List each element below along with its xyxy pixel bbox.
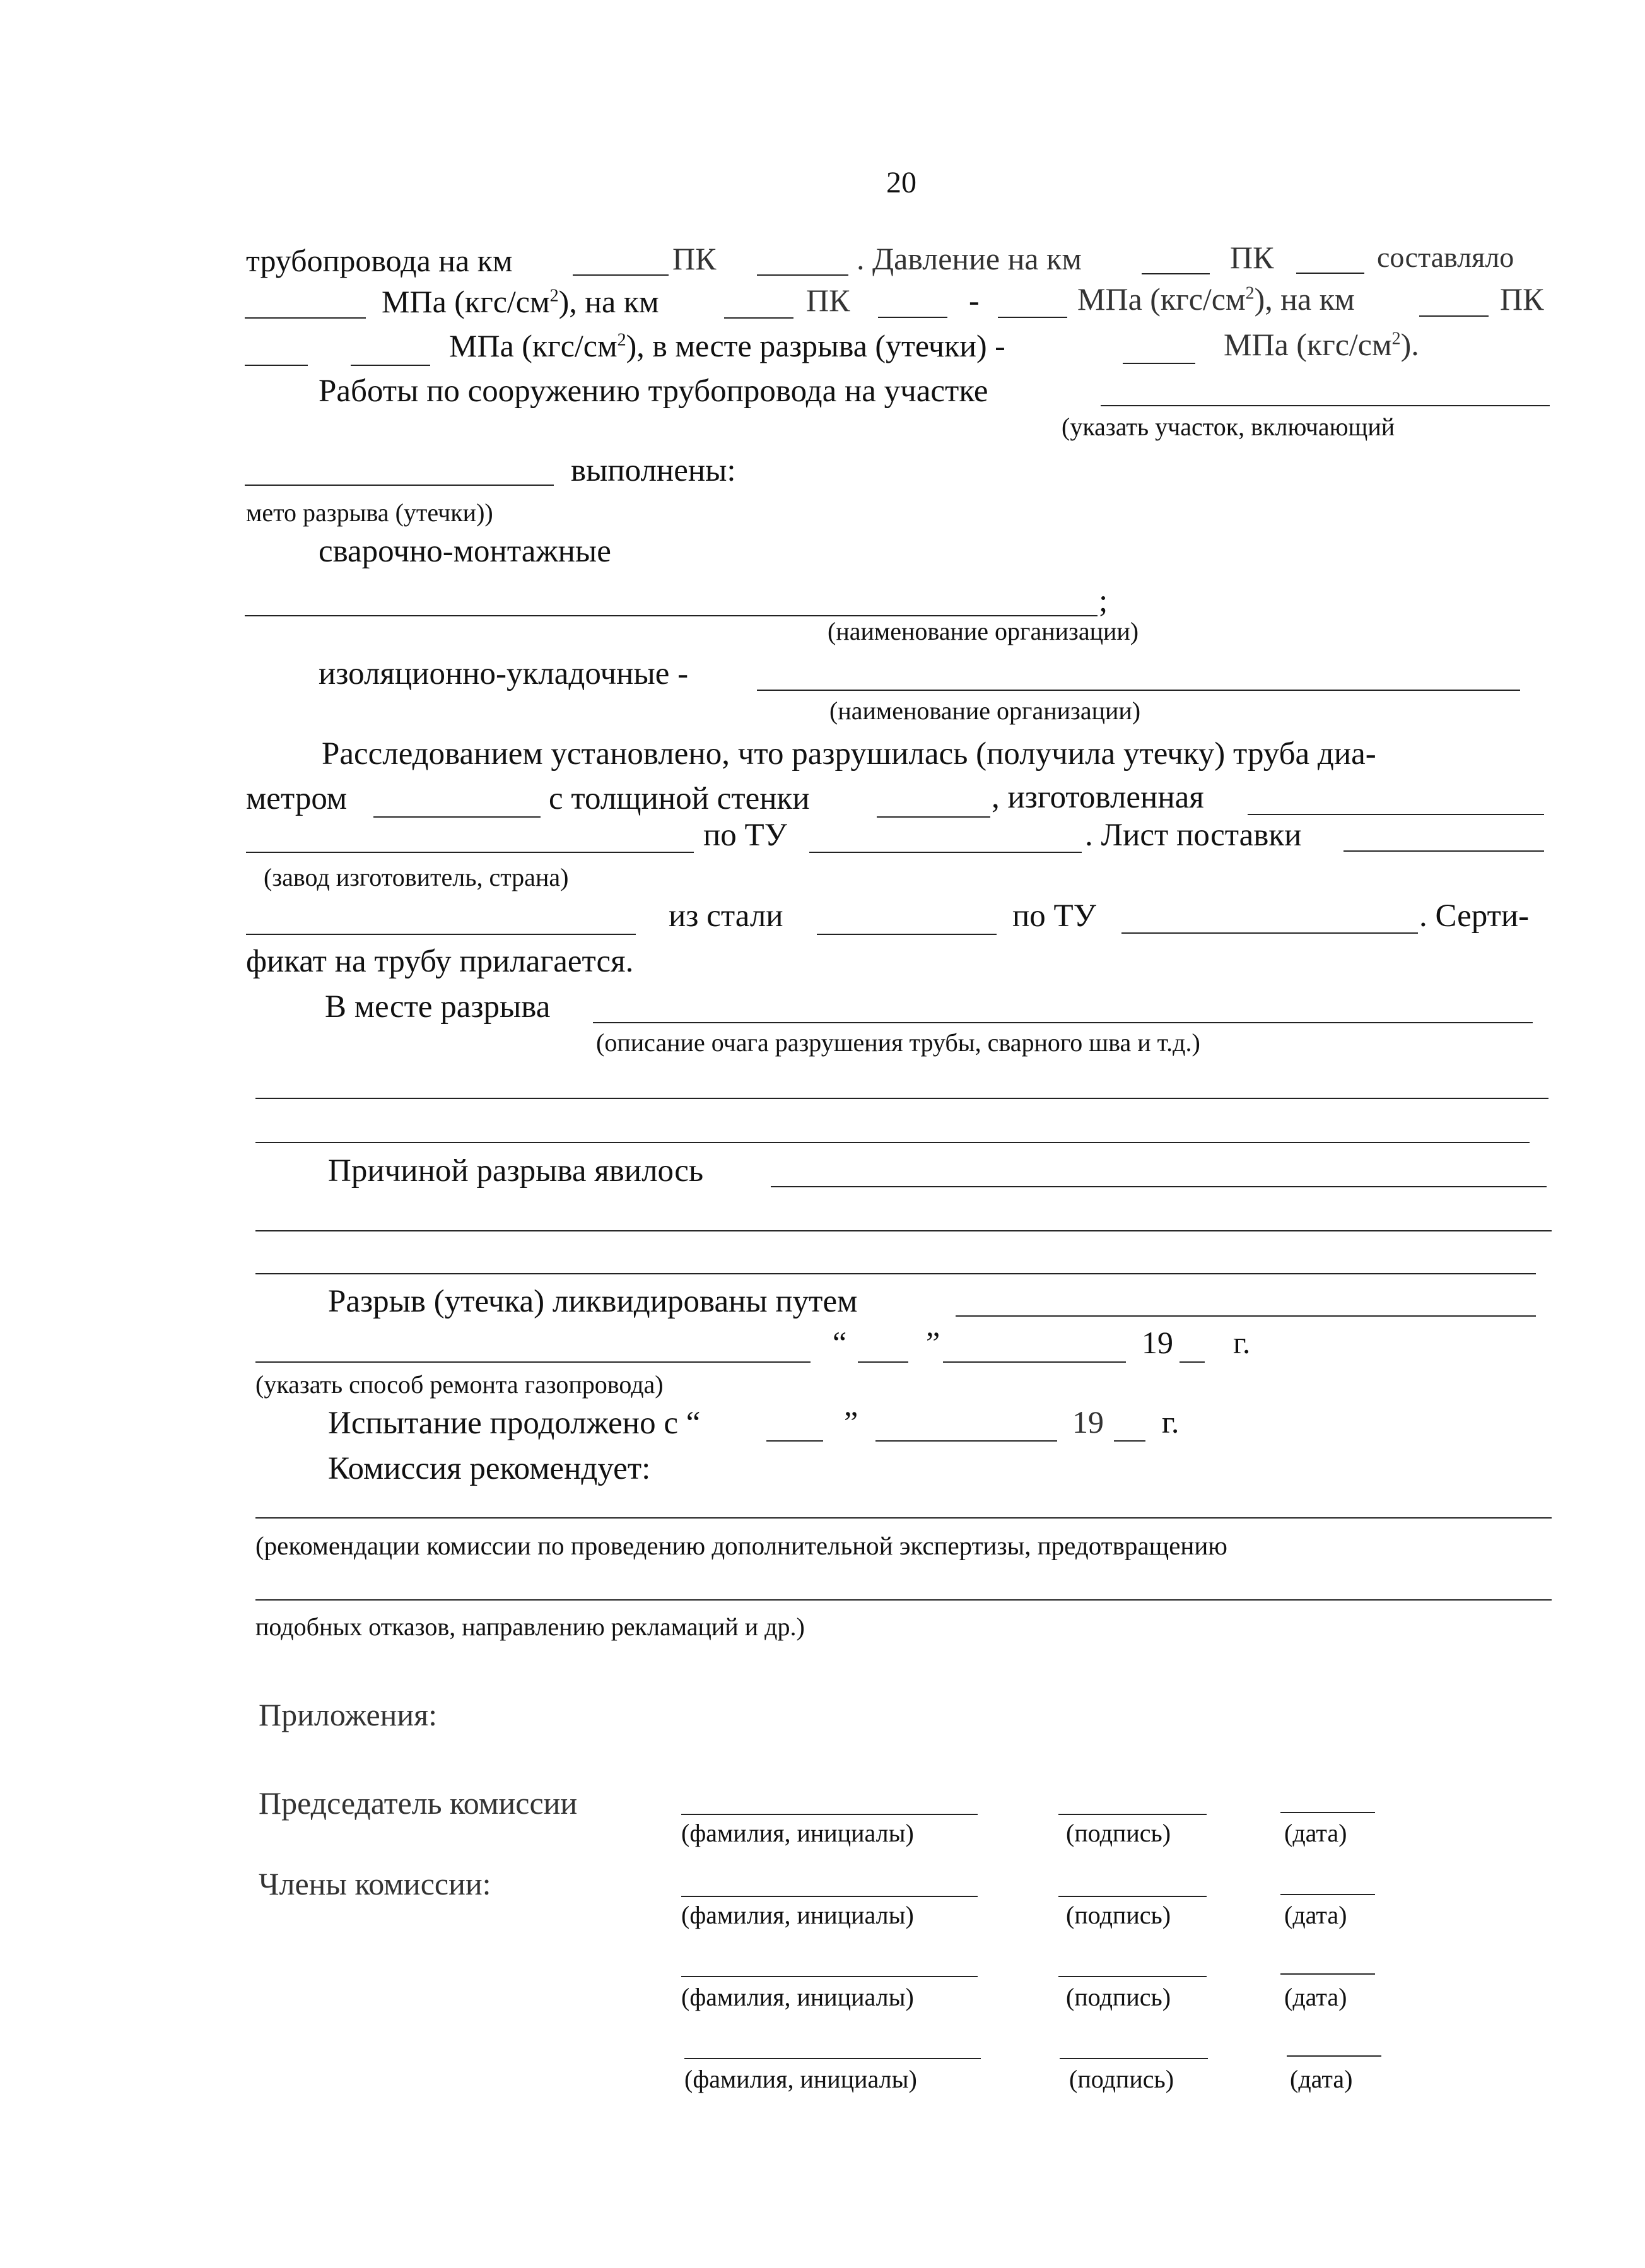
para1-line3-a: МПа $(кгс/см^2)$, в месте разрыва (утечки) -	[449, 328, 1005, 363]
blank-repair-month	[943, 1361, 1126, 1363]
investigation-line3a: по ТУ	[703, 818, 787, 853]
repair-quote-close: ”	[926, 1325, 940, 1360]
repair-note: (указать способ ремонта газопровода)	[255, 1370, 664, 1399]
investigation-line2b: с толщиной стенки	[549, 781, 810, 816]
chair-date-caption: (дата)	[1284, 1819, 1347, 1847]
test-label: Испытание продолжено с “	[328, 1406, 701, 1441]
blank-pk-3	[878, 317, 947, 318]
para1-line2-b: ПК	[806, 283, 850, 318]
blank-tu-2	[1121, 932, 1418, 934]
member2-sign-caption: (подпись)	[1066, 1983, 1171, 2011]
member2-date-caption: (дата)	[1284, 1983, 1347, 2011]
blank-mpa-rupture	[1123, 363, 1195, 364]
chair-date-line	[1280, 1812, 1375, 1813]
works-note2: мето разрыва (утечки))	[246, 498, 493, 527]
para1-line1-d: ПК	[1230, 240, 1274, 275]
blank-repair-2	[255, 1361, 811, 1363]
member2-name-line	[681, 1976, 978, 1977]
blank-km-5	[245, 365, 308, 366]
blank-mpa-1	[245, 317, 366, 319]
blank-wall	[877, 816, 990, 818]
repair-year: 19	[1142, 1325, 1173, 1360]
blank-cause-3	[255, 1273, 1536, 1274]
member1-sign-line	[1058, 1896, 1207, 1897]
blank-tu-1	[809, 852, 1082, 853]
works-semicolon: ;	[1099, 584, 1108, 619]
works-note1: (указать участок, включающий	[1062, 413, 1395, 441]
chair-label: Председатель комиссии	[259, 1785, 578, 1821]
investigation-line5: фикат на трубу прилагается.	[246, 944, 634, 979]
para1-line1-a: трубопровода на км	[246, 243, 513, 278]
para1-line3-b: МПа $(кгс/см^2)$.	[1224, 327, 1419, 362]
blank-km-4	[1419, 315, 1489, 317]
blank-manufacturer-2	[246, 852, 694, 853]
works-note-org1: (наименование организации)	[828, 617, 1139, 645]
test-g: г.	[1162, 1404, 1180, 1440]
works-done: выполнены:	[571, 453, 736, 488]
investigation-line2c: , изготовленная	[992, 780, 1204, 815]
test-year: 19	[1072, 1404, 1104, 1440]
commission-note2: подобных отказов, направлению рекламаций и др.)	[255, 1613, 805, 1641]
chair-sign-line	[1058, 1814, 1207, 1815]
works-note-org2: (наименование организации)	[829, 696, 1141, 725]
member3-sign-line	[1060, 2058, 1208, 2059]
blank-rupture-3	[255, 1142, 1530, 1143]
blank-km-3	[724, 317, 793, 319]
blank-section	[1101, 405, 1550, 406]
blank-repair-day	[858, 1361, 908, 1363]
member1-sign-caption: (подпись)	[1066, 1901, 1171, 1929]
member2-name-caption: (фамилия, инициалы)	[681, 1983, 914, 2011]
blank-rupture-2	[255, 1098, 1548, 1099]
member2-date-line	[1280, 1973, 1375, 1975]
para1-line1-b: ПК	[672, 241, 717, 276]
blank-cause-2	[255, 1230, 1552, 1231]
para1-line1-c: . Давление на км	[857, 241, 1082, 276]
investigation-line4a: из стали	[669, 898, 783, 934]
blank-pk-2	[1296, 273, 1364, 274]
para1-line2-e: ПК	[1500, 281, 1544, 317]
blank-test-day	[766, 1440, 823, 1442]
blank-diameter	[373, 816, 541, 818]
rupture-note: (описание очага разрушения трубы, сварного шва и т.д.)	[596, 1028, 1200, 1057]
investigation-line4b: по ТУ	[1012, 898, 1096, 934]
test-quote-close: ”	[844, 1404, 858, 1440]
blank-rupture	[593, 1022, 1533, 1023]
blank-steel	[817, 934, 997, 935]
blank-km-1	[573, 274, 669, 276]
chair-name-caption: (фамилия, инициалы)	[681, 1819, 914, 1847]
blank-repair-year	[1180, 1361, 1205, 1363]
blank-insulation-org	[757, 690, 1520, 691]
blank-pk-4	[998, 317, 1067, 318]
member1-date-line	[1280, 1894, 1375, 1895]
blank-test-year	[1114, 1440, 1145, 1442]
page-number: 20	[886, 166, 916, 199]
blank-repair	[956, 1315, 1536, 1317]
members-label: Члены комиссии:	[259, 1866, 491, 1901]
investigation-line4c: . Серти-	[1419, 898, 1530, 934]
blank-pk-5	[351, 365, 430, 366]
member3-sign-caption: (подпись)	[1069, 2065, 1174, 2093]
investigation-line2a: метром	[246, 781, 348, 816]
works-insulation: изоляционно-укладочные -	[319, 656, 689, 691]
investigation-note-factory: (завод изготовитель, страна)	[264, 863, 569, 891]
member3-date-line	[1287, 2055, 1381, 2057]
blank-test-month	[875, 1440, 1057, 1442]
blank-sheet	[1344, 850, 1544, 852]
repair-g: г.	[1233, 1325, 1251, 1360]
para1-line2-d: МПа $(кгс/см^2)$, на км	[1077, 281, 1355, 317]
blank-manufacturer	[1248, 814, 1544, 815]
works-line: Работы по сооружению трубопровода на участке	[319, 373, 988, 409]
blank-section-2	[245, 485, 554, 486]
member1-date-caption: (дата)	[1284, 1901, 1347, 1929]
blank-sheet-2	[246, 934, 636, 935]
rupture-label: В месте разрыва	[325, 989, 551, 1025]
para1-line2-a: МПа $(кгс/см^2)$, на км	[382, 284, 659, 319]
blank-pk-1	[757, 274, 848, 276]
blank-commission-2	[255, 1599, 1552, 1601]
commission-label: Комиссия рекомендует:	[328, 1451, 651, 1486]
blank-commission-1	[255, 1517, 1552, 1519]
commission-note1: (рекомендации комиссии по проведению дополнительной экспертизы, предотвращению	[255, 1531, 1227, 1560]
repair-quote-open: “	[833, 1325, 847, 1360]
member1-name-caption: (фамилия, инициалы)	[681, 1901, 914, 1929]
blank-km-2	[1142, 273, 1210, 274]
investigation-line1: Расследованием установлено, что разрушилась (получила утечку) труба диа-	[322, 736, 1376, 772]
member1-name-line	[681, 1896, 978, 1897]
para1-line1-e: составляло	[1377, 241, 1514, 273]
member3-name-caption: (фамилия, инициалы)	[684, 2065, 917, 2093]
para1-line2-c: -	[969, 283, 980, 318]
cause-label: Причиной разрыва явилось	[328, 1153, 704, 1189]
repair-label: Разрыв (утечка) ликвидированы путем	[328, 1284, 858, 1319]
blank-cause	[771, 1186, 1547, 1187]
chair-name-line	[681, 1814, 978, 1815]
blank-welding-org	[245, 615, 1098, 616]
member2-sign-line	[1058, 1976, 1207, 1977]
member3-name-line	[684, 2058, 981, 2059]
works-welding: сварочно-монтажные	[319, 534, 611, 569]
chair-sign-caption: (подпись)	[1066, 1819, 1171, 1847]
member3-date-caption: (дата)	[1290, 2065, 1353, 2093]
investigation-line3b: . Лист поставки	[1085, 818, 1302, 853]
appendix-label: Приложения:	[259, 1697, 438, 1732]
